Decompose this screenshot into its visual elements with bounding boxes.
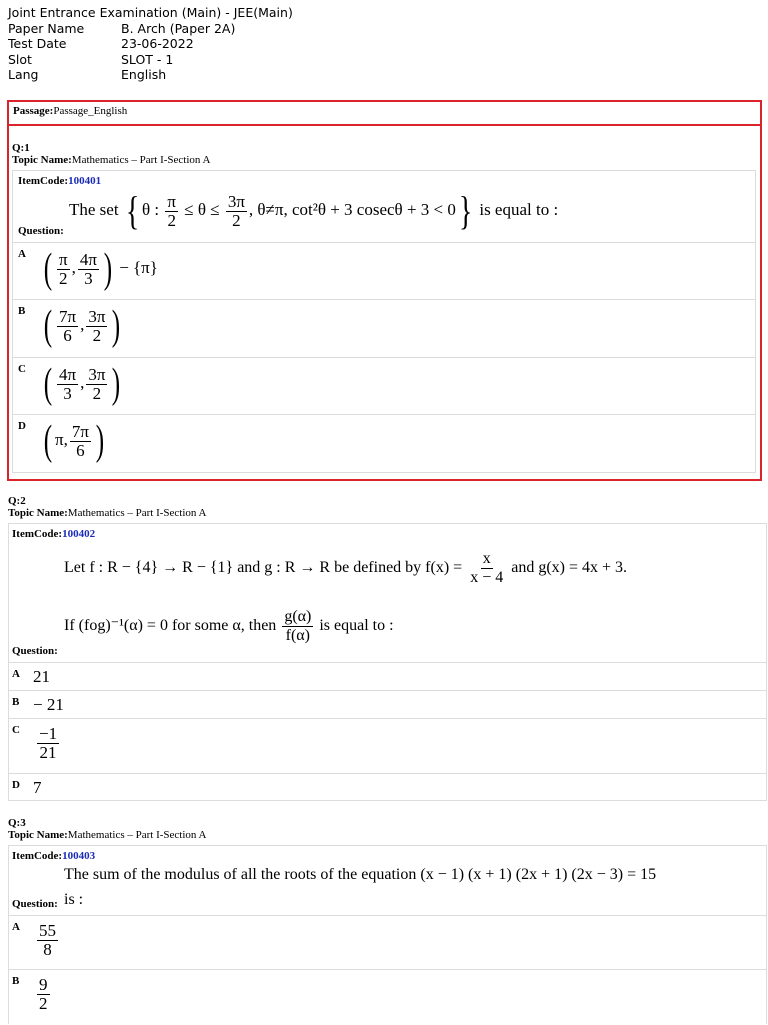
question-2-card xyxy=(8,523,767,801)
header-value: English xyxy=(121,67,167,82)
numerator: π xyxy=(167,191,176,211)
topic-label: Topic Name: xyxy=(8,829,68,841)
numerator: −1 xyxy=(39,724,58,743)
paren-glyph: ) xyxy=(95,418,105,464)
q2-fx: f(x) = xyxy=(425,559,463,577)
numerator: 7π xyxy=(59,306,77,326)
q2-text: is equal to : xyxy=(319,617,394,635)
item-code-label: ItemCode: xyxy=(12,850,63,862)
header-value: B. Arch (Paper 2A) xyxy=(121,20,236,36)
option-d[interactable] xyxy=(13,414,755,472)
paren-glyph: ( xyxy=(43,361,53,407)
paren-glyph: ( xyxy=(43,246,53,292)
item-code xyxy=(12,528,95,540)
option-content xyxy=(41,418,107,464)
denominator: 3 xyxy=(63,383,72,403)
question-2-line-1 xyxy=(64,550,627,587)
fraction xyxy=(57,251,70,288)
item-code xyxy=(12,850,95,862)
option-letter: B xyxy=(12,696,20,708)
denominator: x − 4 xyxy=(470,569,504,586)
option-content: ( $\frac{4\pi}{3}$ , $\frac{3\pi}{2}$ ) xyxy=(43,361,121,407)
q1-prefix: The set xyxy=(69,199,119,219)
question-label: Question: xyxy=(12,645,58,657)
q2-text: If (fog)⁻¹(α) = 0 for some α, then xyxy=(64,617,277,635)
q1-suffix: is equal to : xyxy=(479,199,559,219)
topic-value: Mathematics – Part I-Section A xyxy=(67,829,207,841)
denominator: 6 xyxy=(63,325,72,345)
option-text: − {π} xyxy=(119,257,158,277)
denominator: 21 xyxy=(39,743,57,762)
fraction xyxy=(165,193,178,230)
topic-value: Mathematics – Part I-Section A xyxy=(67,507,207,519)
topic-value: Mathematics – Part I-Section A xyxy=(71,154,211,166)
numerator: 55 xyxy=(39,921,56,940)
numerator: x xyxy=(482,550,491,567)
question-3-line-1: The sum of the modulus of all the roots of the equation (x − 1) (x + 1) (2x + 1) (2x − 3) = 15 xyxy=(64,866,657,883)
option-letter: C xyxy=(18,363,26,375)
header-row xyxy=(8,67,293,83)
option-letter: D xyxy=(18,420,26,432)
topic-label: Topic Name: xyxy=(8,507,68,519)
header-row xyxy=(8,36,293,52)
option-b[interactable] xyxy=(9,690,766,718)
passage-value: Passage_English xyxy=(53,105,128,117)
item-code-label: ItemCode: xyxy=(12,528,63,540)
denominator: 2 xyxy=(92,383,102,403)
numerator: 7π xyxy=(71,421,89,441)
numerator: 3π xyxy=(88,364,106,384)
header-key: Paper Name xyxy=(8,20,85,36)
q1-condition: , θ≠π, cot²θ + 3 cosecθ + 3 < 0 xyxy=(248,199,456,219)
paren-glyph: ( xyxy=(43,418,53,464)
question-3-line-2: is : xyxy=(64,891,84,908)
fraction xyxy=(37,976,50,1013)
option-content: ( $\frac{7\pi}{6}$ , $\frac{3\pi}{2}$ ) xyxy=(43,303,121,349)
denominator: 3 xyxy=(84,268,93,288)
option-letter: A xyxy=(18,248,26,260)
denominator: 2 xyxy=(59,268,68,288)
header-row xyxy=(8,52,293,68)
header-row xyxy=(8,21,293,37)
option-content xyxy=(35,725,61,762)
option-content xyxy=(35,922,60,959)
option-text: 7 xyxy=(33,778,42,797)
numerator: 4π xyxy=(79,249,97,269)
option-b[interactable] xyxy=(13,299,755,357)
option-text: π, xyxy=(55,429,68,449)
item-code xyxy=(18,175,101,187)
option-a[interactable] xyxy=(9,662,766,690)
q2-text: Let f : R − {4} → R − {1} and g : R → R be defined by xyxy=(64,559,422,577)
header-key: Slot xyxy=(8,51,32,67)
exam-title: Joint Entrance Examination (Main) - JEE(Main) xyxy=(8,5,293,20)
option-a[interactable] xyxy=(9,915,766,969)
option-text: − 21 xyxy=(33,695,64,714)
fraction xyxy=(468,550,505,587)
paren-glyph: ( xyxy=(43,303,53,349)
passage-label: Passage: xyxy=(13,105,54,117)
question-2-header xyxy=(8,495,207,519)
paren-glyph: ) xyxy=(112,361,121,407)
q2-text: and g(x) = 4x + 3. xyxy=(511,559,628,577)
item-code-value: 100401 xyxy=(68,175,102,187)
header-value: SLOT - 1 xyxy=(121,51,174,67)
numerator: g(α) xyxy=(284,608,312,625)
option-letter: C xyxy=(12,724,20,736)
question-2-line-2 xyxy=(64,608,394,645)
option-letter: B xyxy=(18,305,26,317)
option-letter: B xyxy=(12,975,20,987)
numerator: 3π xyxy=(88,306,106,326)
option-b[interactable] xyxy=(9,969,766,1025)
question-3-card xyxy=(8,845,767,1024)
option-a[interactable] xyxy=(13,242,755,299)
numerator: 9 xyxy=(39,975,48,994)
option-letter: A xyxy=(12,921,20,933)
question-1-text xyxy=(69,188,559,233)
denominator: 2 xyxy=(167,210,176,230)
header-key: Test Date xyxy=(8,36,67,51)
question-label: Question: xyxy=(18,225,64,237)
option-content xyxy=(35,976,52,1013)
item-code-label: ItemCode: xyxy=(18,175,69,187)
denominator: 6 xyxy=(76,440,85,460)
denominator: 2 xyxy=(232,210,241,230)
denominator: f(α) xyxy=(285,627,311,644)
fraction xyxy=(57,366,78,403)
denominator: 2 xyxy=(92,325,102,345)
option-text: 21 xyxy=(33,667,50,686)
denominator: 2 xyxy=(39,994,48,1013)
header-value: 23-06-2022 xyxy=(121,36,194,51)
option-letter: A xyxy=(12,668,20,680)
numerator: 4π xyxy=(59,364,77,384)
fraction xyxy=(78,251,99,288)
numerator: π xyxy=(59,249,68,269)
option-c[interactable] xyxy=(9,718,766,773)
right-brace-glyph: } xyxy=(458,188,473,233)
fraction xyxy=(70,423,91,460)
paren-glyph: ) xyxy=(103,246,113,292)
numerator: 3π xyxy=(227,191,245,211)
header-key: Lang xyxy=(8,67,39,82)
q1-ineq: ≤ θ ≤ xyxy=(184,199,220,219)
fraction xyxy=(282,608,313,645)
question-number: Q:1 xyxy=(12,142,30,154)
question-number: Q:3 xyxy=(8,817,26,829)
item-code-value: 100402 xyxy=(62,528,96,540)
paren-glyph: ) xyxy=(112,303,121,349)
passage-header xyxy=(9,102,760,126)
fraction xyxy=(86,366,107,403)
left-brace-glyph: { xyxy=(125,188,140,233)
topic-label: Topic Name: xyxy=(12,154,72,166)
question-3-header xyxy=(8,817,207,841)
question-label: Question: xyxy=(12,898,58,910)
option-c[interactable] xyxy=(13,357,755,414)
option-letter: D xyxy=(12,779,20,791)
option-d[interactable] xyxy=(9,773,766,801)
q1-theta: θ : xyxy=(142,199,160,219)
denominator: 8 xyxy=(43,940,52,959)
option-content: ( $\frac{\pi}{2}$ , $\frac{4\pi}{3}$ ) − {π} xyxy=(43,246,158,292)
paper-header xyxy=(8,5,293,83)
fraction xyxy=(37,922,58,959)
item-code-value: 100403 xyxy=(62,850,96,862)
fraction xyxy=(226,193,247,230)
fraction xyxy=(37,725,59,762)
fraction xyxy=(86,308,107,345)
fraction xyxy=(57,308,78,345)
question-1-header xyxy=(12,142,211,166)
question-number: Q:2 xyxy=(8,495,26,507)
question-1-card xyxy=(12,170,756,473)
